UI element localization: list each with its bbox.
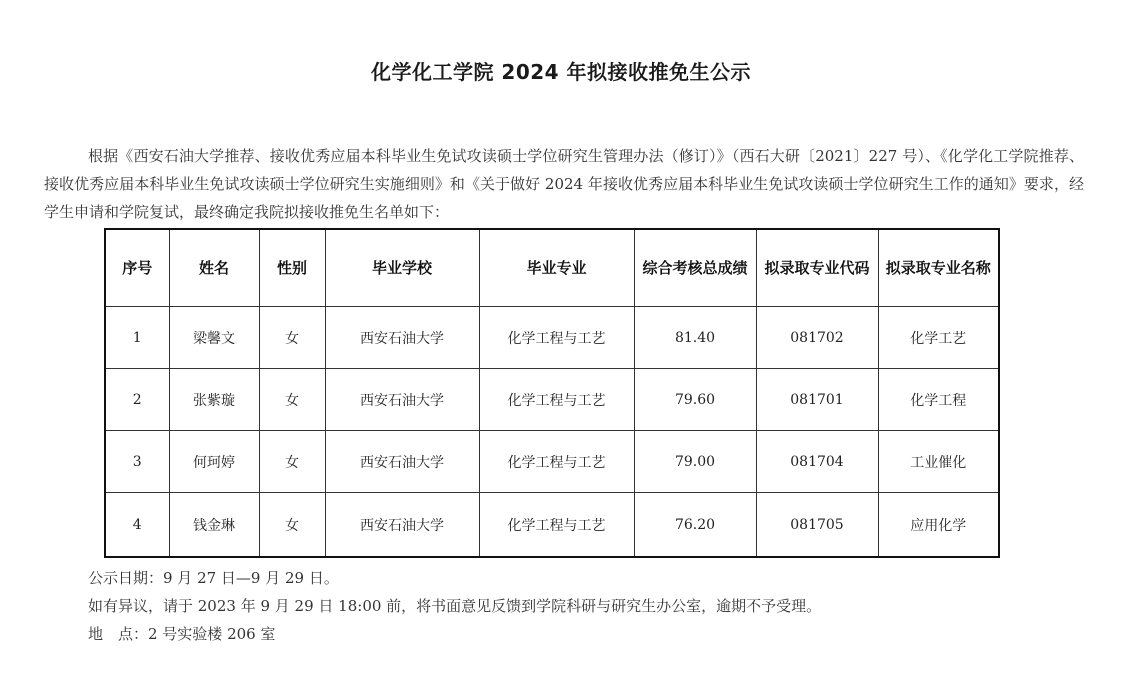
table-row [105,307,999,369]
cell-school: 西安石油大学 [325,431,479,493]
cell-program-code: 081701 [756,369,878,431]
cell-major: 化学工程与工艺 [479,493,634,558]
header-program-name: 拟录取专业名称 [878,229,999,307]
page-title: 化学化工学院 2024 年拟接收推免生公示 [370,60,752,84]
cell-major: 化学工程与工艺 [479,431,634,493]
cell-score: 76.20 [634,493,756,558]
admission-table [104,228,1000,558]
header-index: 序号 [105,229,169,307]
cell-index: 1 [105,307,169,369]
header-gender: 性别 [259,229,325,307]
cell-gender: 女 [259,493,325,558]
table-header-row [105,229,999,307]
header-program-code: 拟录取专业代码 [756,229,878,307]
cell-major: 化学工程与工艺 [479,307,634,369]
cell-school: 西安石油大学 [325,493,479,558]
cell-program-name: 工业催化 [878,431,999,493]
cell-major: 化学工程与工艺 [479,369,634,431]
cell-gender: 女 [259,369,325,431]
cell-school: 西安石油大学 [325,369,479,431]
office-location: 地 点：2 号实验楼 206 室 [88,625,276,643]
cell-program-code: 081704 [756,431,878,493]
cell-gender: 女 [259,431,325,493]
cell-gender: 女 [259,307,325,369]
intro-paragraph: 根据《西安石油大学推荐、接收优秀应届本科毕业生免试攻读硕士学位研究生管理办法（修订）》（西石大研〔2021〕227 号）、《化学化工学院推荐、接收优秀应届本科毕业生免试攻读硕士学位研究生实施细则》和《关于做好 2024 年接收优秀应届本科毕业生免试攻读硕士学位研究生工作的通知》要求，经学生申请和学院复试，最终确定我院拟接收推免生名单如下： [44,147,1084,221]
notice-footer [88,564,821,648]
cell-name: 何珂婷 [169,431,259,493]
header-major: 毕业专业 [479,229,634,307]
cell-name: 钱金琳 [169,493,259,558]
header-name: 姓名 [169,229,259,307]
cell-school: 西安石油大学 [325,307,479,369]
cell-name: 梁馨文 [169,307,259,369]
cell-program-code: 081702 [756,307,878,369]
cell-program-name: 应用化学 [878,493,999,558]
cell-score: 79.60 [634,369,756,431]
cell-program-name: 化学工艺 [878,307,999,369]
cell-name: 张紫璇 [169,369,259,431]
header-score: 综合考核总成绩 [634,229,756,307]
objection-instructions: 如有异议，请于 2023 年 9 月 29 日 18:00 前，将书面意见反馈到学院科研与研究生办公室，逾期不予受理。 [88,597,822,615]
cell-index: 4 [105,493,169,558]
cell-program-code: 081705 [756,493,878,558]
cell-program-name: 化学工程 [878,369,999,431]
table-row [105,369,999,431]
cell-index: 3 [105,431,169,493]
table-row [105,493,999,558]
header-school: 毕业学校 [325,229,479,307]
cell-score: 79.00 [634,431,756,493]
cell-index: 2 [105,369,169,431]
cell-score: 81.40 [634,307,756,369]
publicity-period: 公示日期：9 月 27 日—9 月 29 日。 [88,569,339,587]
table-row [105,431,999,493]
